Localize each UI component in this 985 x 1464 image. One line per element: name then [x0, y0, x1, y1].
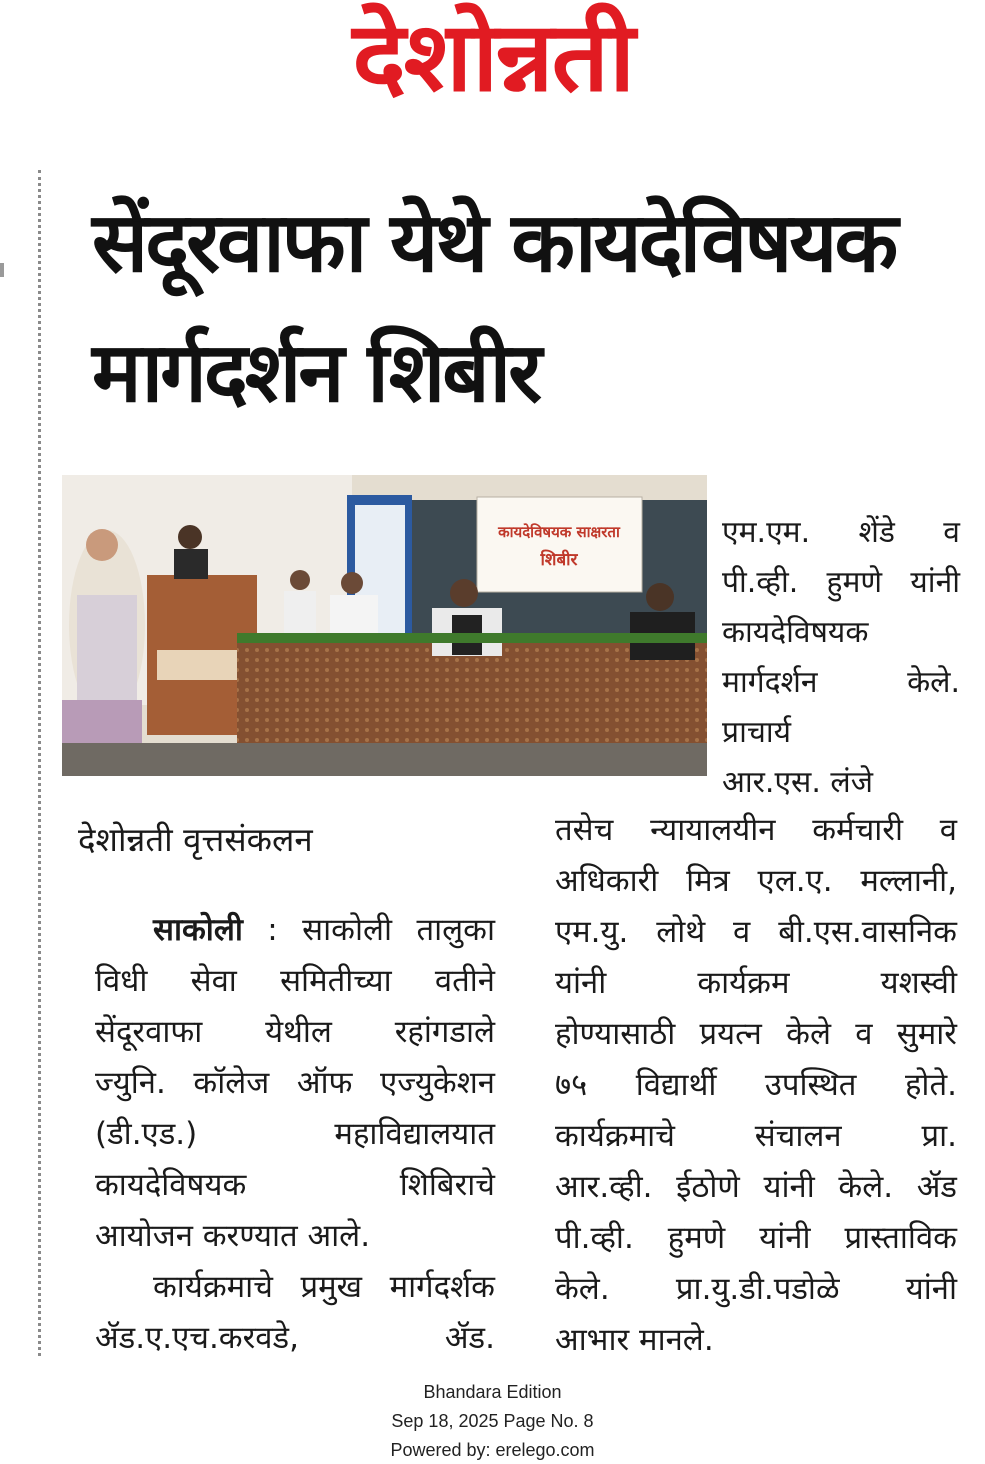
dateline-rest: : साकोली तालुका — [267, 912, 495, 948]
dateline-line — [95, 905, 495, 956]
side-line: एम.एम. शेंडे व — [722, 515, 960, 550]
body-line: एम.यु. लोथे व बी.एस.वासनिक — [555, 914, 957, 950]
banner-text-line-2: शिबीर — [540, 550, 578, 570]
margin-mark — [0, 263, 4, 277]
body-line: आर.व्ही. ईठोणे यांनी केले. ॲड — [555, 1169, 957, 1205]
powered-by-link[interactable]: Powered by: erelego.com — [390, 1440, 595, 1460]
column-divider — [38, 170, 41, 1356]
side-line: मार्गदर्शन केले. — [722, 665, 960, 700]
body-line: यांनी कार्यक्रम यशस्वी — [555, 965, 957, 1001]
side-line: पी.व्ही. हुमणे यांनी — [722, 565, 960, 600]
left-column-text — [95, 905, 495, 1364]
body-line: आभार मानले. — [555, 1322, 714, 1358]
article-photo — [62, 475, 707, 776]
right-column-text — [555, 805, 957, 1366]
side-line: आर.एस. लंजे — [722, 765, 874, 800]
byline: देशोन्नती वृत्तसंकलन — [78, 820, 313, 859]
headline-line-1: सेंदूरवाफा येथे कायदेविषयक — [92, 194, 896, 291]
body-line: अधिकारी मित्र एल.ए. मल्लानी, — [555, 863, 957, 899]
body-line: केले. प्रा.यु.डी.पडोळे यांनी — [555, 1271, 957, 1307]
headline-line-2: मार्गदर्शन शिबीर — [92, 324, 540, 421]
side-line: प्राचार्य — [722, 715, 792, 750]
body-line: कार्यक्रमाचे संचालन प्रा. — [555, 1118, 957, 1154]
dateline: साकोली — [153, 912, 243, 948]
body-line: कार्यक्रमाचे प्रमुख मार्गदर्शक — [153, 1269, 495, 1305]
body-line: होण्यासाठी प्रयत्न केले व सुमारे — [555, 1016, 957, 1052]
page-footer — [0, 1378, 985, 1464]
banner-text-line-1: कायदेविषयक साक्षरता — [498, 523, 620, 541]
body-line: ॲड.ए.एच.करवडे, ॲड. — [95, 1320, 495, 1356]
body-line: आयोजन करण्यात आले. — [95, 1218, 371, 1254]
body-line: पी.व्ही. हुमणे यांनी प्रास्ताविक — [555, 1220, 957, 1256]
newspaper-logo: देशोन्नती — [352, 1, 633, 113]
body-line: ज्युनि. कॉलेज ऑफ एज्युकेशन — [95, 1065, 495, 1101]
masthead — [0, 0, 985, 118]
body-line: (डी.एड.) महाविद्यालयात — [95, 1116, 495, 1152]
body-line: तसेच न्यायालयीन कर्मचारी व — [555, 812, 957, 848]
body-line: कायदेविषयक शिबिराचे — [95, 1167, 495, 1203]
body-line: सेंदूरवाफा येथील रहांगडाले — [95, 1014, 495, 1050]
article-headline — [92, 178, 972, 438]
side-line: कायदेविषयक — [722, 615, 869, 650]
edition-label: Bhandara Edition — [423, 1382, 562, 1402]
body-line: विधी सेवा समितीच्या वतीने — [95, 963, 495, 999]
side-column-text — [722, 508, 960, 808]
body-line: ७५ विद्यार्थी उपस्थित होते. — [555, 1067, 957, 1103]
date-page-label: Sep 18, 2025 Page No. 8 — [391, 1411, 594, 1431]
